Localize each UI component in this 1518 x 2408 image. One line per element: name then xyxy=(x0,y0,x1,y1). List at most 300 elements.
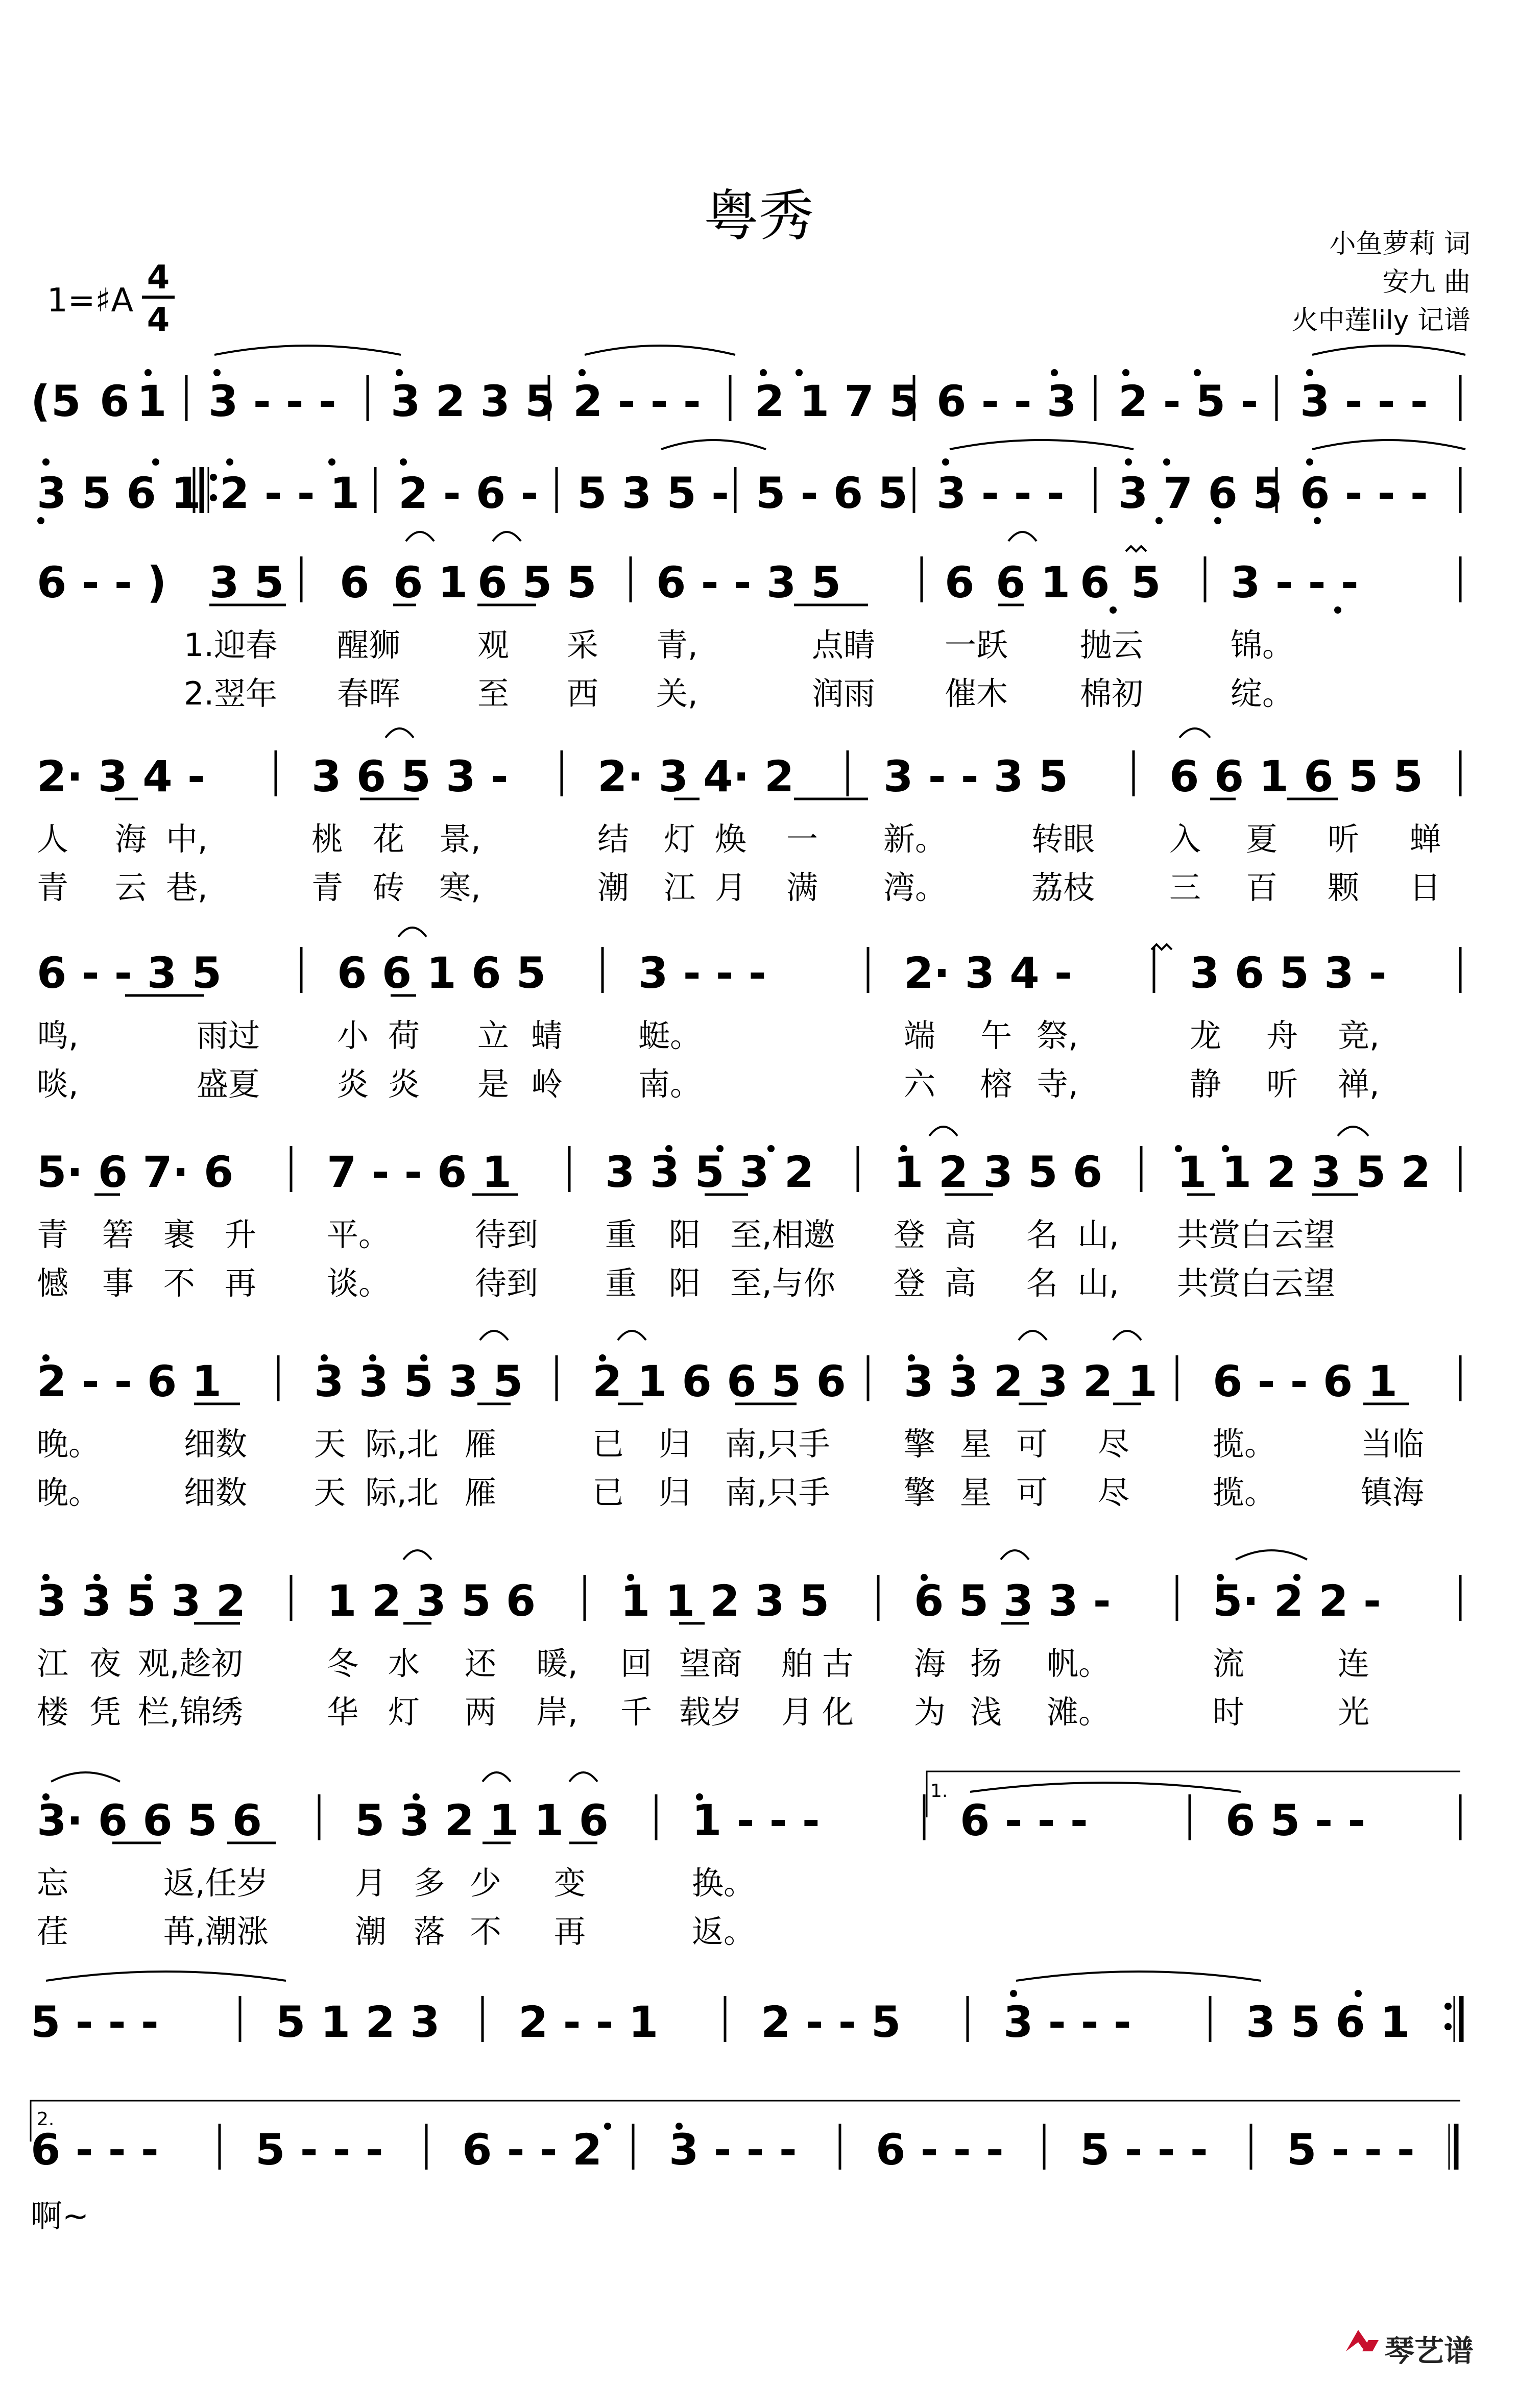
note-group: 3· 6 6 5 6 xyxy=(37,1795,262,1845)
note-group: 6 xyxy=(945,557,975,607)
slur xyxy=(1113,1331,1141,1340)
lyric: 静 xyxy=(1190,1065,1222,1103)
volta-2-label: 2. xyxy=(37,2109,55,2130)
octave-dot xyxy=(400,458,407,466)
lyric: 帆。 xyxy=(1047,1645,1111,1682)
lyric: 冬 xyxy=(327,1645,359,1682)
lyric: 月 xyxy=(781,1693,813,1731)
note-group: 6 xyxy=(340,557,370,607)
note-group: 6 - - - xyxy=(876,2125,1004,2175)
octave-dot xyxy=(1444,2023,1452,2030)
lyric: 际,北 xyxy=(365,1425,439,1463)
lyric: 棉初 xyxy=(1080,675,1144,712)
lyric: 登 xyxy=(894,1264,926,1302)
lyric: 裹 xyxy=(163,1216,196,1253)
note-group: 1 1 2 3 5 2 xyxy=(1177,1147,1431,1197)
lyric: 江 xyxy=(664,869,696,906)
lyric: 人 xyxy=(37,820,69,858)
lyric: 一 xyxy=(786,820,818,858)
lyric: 炎 xyxy=(388,1065,420,1103)
note-group: 5 xyxy=(1131,557,1161,607)
note-group: 6 5 xyxy=(477,557,552,607)
lyric: 已 xyxy=(592,1425,624,1463)
lyric: 荔枝 xyxy=(1031,869,1095,906)
site-logo xyxy=(1346,2330,1474,2368)
octave-dot xyxy=(1306,458,1313,466)
slur xyxy=(1008,532,1037,541)
lyric: 海 xyxy=(115,820,147,858)
lyric: 抛云 xyxy=(1080,626,1144,664)
octave-dot xyxy=(152,458,159,466)
lyric: 满 xyxy=(786,869,818,906)
slur xyxy=(661,440,766,449)
lyric: 一跃 xyxy=(945,626,1008,664)
lyric: 憾 xyxy=(37,1264,69,1302)
lyric: 湾。 xyxy=(883,869,947,906)
lyric: 名 xyxy=(1026,1216,1058,1253)
note-group: 2 - - 6 1 xyxy=(37,1356,222,1406)
composer-credit: 安九 曲 xyxy=(1382,267,1471,298)
lyric: 化 xyxy=(822,1693,854,1731)
note-group: 6 - - ) xyxy=(37,557,167,607)
lyric: 采 xyxy=(567,626,599,664)
time-signature-top: 4 xyxy=(147,259,170,297)
lyric: 关, xyxy=(656,675,698,712)
slur xyxy=(406,532,434,541)
system-5 xyxy=(37,948,1387,1103)
lyric: 竞, xyxy=(1338,1017,1380,1054)
slur xyxy=(1179,728,1210,738)
system-6 xyxy=(37,1147,1431,1302)
lyric: 待到 xyxy=(475,1264,539,1302)
note-group: 3 6 5 3 - xyxy=(311,751,509,801)
lyric: 鸣, xyxy=(37,1017,79,1054)
lyric: 祭, xyxy=(1037,1017,1078,1054)
slur xyxy=(585,346,735,355)
slur xyxy=(1312,346,1465,355)
system-11 xyxy=(31,2109,1415,2234)
song-title: 粤秀 xyxy=(703,184,814,248)
slur xyxy=(950,440,1134,449)
lyric: 谈。 xyxy=(327,1264,391,1302)
note-group: 6 xyxy=(1080,557,1110,607)
note-group: 5 3 2 1 1 6 xyxy=(355,1795,609,1845)
lyric: 暖, xyxy=(536,1645,578,1682)
lyric: 景, xyxy=(439,820,481,858)
lyric: 水 xyxy=(388,1645,420,1682)
slur xyxy=(385,728,414,738)
note-group: 6 6 1 6 5 xyxy=(337,948,546,998)
lyric: 寺, xyxy=(1037,1065,1078,1103)
note-group: 6 - - 3 5 xyxy=(37,948,222,998)
lyric: 转眼 xyxy=(1031,820,1095,858)
lyric: 三 xyxy=(1169,869,1201,906)
lyric: 1.迎春 xyxy=(184,626,278,664)
octave-dot xyxy=(1214,517,1221,524)
octave-dot xyxy=(328,458,335,466)
system-8 xyxy=(37,1576,1381,1731)
note-group: 3 3 5 3 5 xyxy=(314,1356,523,1406)
lyric: 山, xyxy=(1077,1216,1119,1253)
octave-dot xyxy=(1314,517,1321,524)
note-group: 1 1 2 3 5 xyxy=(620,1576,830,1626)
lyric: 箬 xyxy=(102,1216,134,1253)
system-4 xyxy=(37,751,1441,906)
lyric: 忘 xyxy=(37,1864,69,1902)
lyric: 点睛 xyxy=(812,626,876,664)
note-group: 3 3 2 3 2 1 xyxy=(904,1356,1158,1406)
lyric: 舟 xyxy=(1266,1017,1298,1054)
lyric: 青 xyxy=(311,869,344,906)
note-group: 6 xyxy=(100,376,130,426)
lyric: 名 xyxy=(1026,1264,1058,1302)
lyric: 2.翌年 xyxy=(184,675,278,712)
slur xyxy=(1236,1550,1307,1560)
lyric: 重 xyxy=(605,1264,637,1302)
octave-dot xyxy=(1355,1990,1362,1997)
lyric: 事 xyxy=(102,1264,134,1302)
lyric: 尽 xyxy=(1098,1474,1130,1511)
lyric: 镇海 xyxy=(1361,1474,1425,1511)
slur xyxy=(1019,1331,1047,1340)
logo-text: 琴艺谱 xyxy=(1385,2333,1474,2368)
note-group: 3 - - - xyxy=(1003,1997,1131,2047)
lyric: 至 xyxy=(477,675,510,712)
slur xyxy=(1338,1127,1368,1136)
note-group: 5· 6 7· 6 xyxy=(37,1147,234,1197)
lyricist-credit: 小鱼萝莉 词 xyxy=(1329,229,1471,259)
slur xyxy=(569,1772,597,1782)
octave-dot xyxy=(1125,458,1132,466)
lyric: 平。 xyxy=(327,1216,391,1253)
lyric: 观,趁初 xyxy=(138,1645,243,1682)
slur xyxy=(1001,1550,1029,1560)
lyric: 雁 xyxy=(465,1474,497,1511)
lyric: 中, xyxy=(166,820,208,858)
lyric: 海 xyxy=(914,1645,946,1682)
slur xyxy=(46,1972,286,1981)
lyric: 小 xyxy=(337,1017,369,1054)
lyric: 锦。 xyxy=(1231,626,1294,664)
lyric: 擎 xyxy=(904,1425,936,1463)
lyric: 灯 xyxy=(664,820,696,858)
lyric: 光 xyxy=(1338,1693,1370,1731)
octave-dot xyxy=(210,494,217,501)
system-7 xyxy=(37,1356,1424,1511)
lyric: 绽。 xyxy=(1231,675,1294,712)
note-group: 6 - - 3 xyxy=(936,376,1077,426)
time-signature-bottom: 4 xyxy=(147,301,170,339)
lyric: 苒,潮涨 xyxy=(163,1913,269,1950)
slur xyxy=(398,928,426,937)
lyric: 为 xyxy=(914,1693,946,1731)
lyric: 结 xyxy=(597,820,630,858)
lyric: 不 xyxy=(163,1264,196,1302)
octave-dot xyxy=(1334,606,1341,614)
lyric: 南。 xyxy=(638,1065,702,1103)
lyric: 回 xyxy=(620,1645,653,1682)
octave-dot xyxy=(1163,458,1170,466)
note-group: 3 5 6 1 xyxy=(37,468,201,518)
note-group: 3 3 5 3 2 xyxy=(605,1147,814,1197)
octave-dot xyxy=(1306,369,1313,376)
octave-dot xyxy=(37,517,44,524)
lyric: 高 xyxy=(945,1216,977,1253)
lyric: 返。 xyxy=(692,1913,756,1950)
lyric: 醒狮 xyxy=(337,626,401,664)
note-group: 7 - - 6 1 xyxy=(327,1147,512,1197)
note-group: 2· 3 4 - xyxy=(904,948,1072,998)
note-group: 6 5 - - xyxy=(1225,1795,1366,1845)
lyric: 古 xyxy=(822,1645,854,1682)
lyric: 荷 xyxy=(388,1017,420,1054)
lyric: 夜 xyxy=(89,1645,122,1682)
lyric: 青 xyxy=(37,869,69,906)
octave-dot xyxy=(1444,2003,1452,2010)
note-group: ( xyxy=(31,376,51,426)
note-group: 6 - - 2 xyxy=(462,2125,603,2175)
slur xyxy=(51,1772,120,1782)
lyric: 望商 xyxy=(679,1645,743,1682)
lyric: 阳 xyxy=(669,1216,701,1253)
note-group: 2 1 6 6 5 6 xyxy=(592,1356,846,1406)
note-group: 3 - - - xyxy=(638,948,766,998)
octave-dot xyxy=(396,369,403,376)
lyric: 可 xyxy=(1016,1474,1048,1511)
system-10 xyxy=(31,1997,1410,2047)
octave-dot xyxy=(579,369,586,376)
lyric: 雨过 xyxy=(197,1017,260,1054)
note-group: 2 - 5 - xyxy=(1118,376,1259,426)
note-group: 5 - - - xyxy=(1287,2125,1415,2175)
note-group: 6 - - - xyxy=(1300,468,1428,518)
lyric: 天 xyxy=(314,1474,346,1511)
slur xyxy=(618,1331,646,1340)
note-group: 5 - - - xyxy=(31,1997,159,2047)
lyric: 雁 xyxy=(465,1425,497,1463)
note-group: 2 1 7 5 xyxy=(755,376,919,426)
lyric: 浅 xyxy=(970,1693,1002,1731)
note-group: 1 2 3 5 6 xyxy=(894,1147,1103,1197)
lyric: 再 xyxy=(225,1264,257,1302)
lyric: 花 xyxy=(373,820,405,858)
lyric: 月 xyxy=(355,1864,387,1902)
note-group: 6 - - - xyxy=(31,2125,159,2175)
note-group: 5 - 6 5 xyxy=(756,468,908,518)
note-group: 3 2 3 5 xyxy=(391,376,555,426)
lyric: 云 xyxy=(115,869,147,906)
lyric: 龙 xyxy=(1190,1017,1222,1054)
octave-dot xyxy=(1155,517,1163,524)
lyric: 天 xyxy=(314,1425,346,1463)
lyric: 月 xyxy=(715,869,747,906)
key-signature: 1=♯A xyxy=(47,282,134,320)
lyric: 舶 xyxy=(781,1645,813,1682)
lyric: 细数 xyxy=(184,1474,248,1511)
lyric: 荏 xyxy=(37,1913,69,1950)
slur xyxy=(483,1772,511,1782)
lyric: 变 xyxy=(554,1864,586,1902)
lyric: 至,与你 xyxy=(730,1264,835,1302)
octave-dot xyxy=(144,369,152,376)
lyric: 擎 xyxy=(904,1474,936,1511)
note-group: 2· 3 4 - xyxy=(37,751,205,801)
note-group: 2 - - 1 xyxy=(220,468,360,518)
lyric: 江 xyxy=(37,1645,69,1682)
lyric: 南,只手 xyxy=(725,1474,830,1511)
slur xyxy=(214,346,401,355)
lyric: 端 xyxy=(904,1017,936,1054)
octave-dot xyxy=(1051,369,1058,376)
lyric: 揽。 xyxy=(1213,1425,1276,1463)
lyric: 岭 xyxy=(531,1065,563,1103)
note-group: 5 - - - xyxy=(1080,2125,1208,2175)
octave-dot xyxy=(942,458,949,466)
lyric: 时 xyxy=(1213,1693,1245,1731)
note-group: 3 5 6 1 xyxy=(1246,1997,1410,2047)
lyric: 蜓。 xyxy=(638,1017,702,1054)
note-group: 2 - 6 - xyxy=(398,468,539,518)
lyric: 蜻 xyxy=(531,1017,563,1054)
lyric: 揽。 xyxy=(1213,1474,1276,1511)
lyric: 可 xyxy=(1016,1425,1048,1463)
lyric: 观 xyxy=(477,626,510,664)
lyric: 啊~ xyxy=(31,2197,89,2234)
lyric: 归 xyxy=(659,1474,691,1511)
lyric: 栏,锦绣 xyxy=(138,1693,243,1731)
note-group: 3 - - - xyxy=(936,468,1065,518)
lyric: 已 xyxy=(592,1474,624,1511)
lyric: 待到 xyxy=(475,1216,539,1253)
lyric: 华 xyxy=(327,1693,359,1731)
lyric: 高 xyxy=(945,1264,977,1302)
transcriber-credit: 火中莲lily 记谱 xyxy=(1291,305,1471,336)
system-3 xyxy=(37,557,1359,712)
lyric: 升 xyxy=(225,1216,257,1253)
slur xyxy=(480,1331,508,1340)
lyric: 凭 xyxy=(89,1693,122,1731)
lyric: 晚。 xyxy=(37,1474,101,1511)
lyric: 两 xyxy=(465,1693,497,1731)
lyric: 星 xyxy=(960,1425,992,1463)
note-group: 5 xyxy=(567,557,597,607)
note-group: 1 2 3 5 6 xyxy=(327,1576,536,1626)
octave-dot xyxy=(1010,1990,1017,1997)
lyric: 颗 xyxy=(1328,869,1360,906)
lyric: 蝉 xyxy=(1409,820,1441,858)
lyric: 听 xyxy=(1266,1065,1298,1103)
lyric: 至,相邀 xyxy=(730,1216,835,1253)
note-group: 1 - - - xyxy=(692,1795,820,1845)
slur xyxy=(403,1550,431,1560)
lyric: 西 xyxy=(567,675,599,712)
lyric: 返,任岁 xyxy=(163,1864,269,1902)
octave-dot xyxy=(1110,606,1117,614)
lyric: 细数 xyxy=(184,1425,248,1463)
volta-1-label: 1. xyxy=(930,1781,948,1802)
lyric: 少 xyxy=(470,1864,502,1902)
octave-dot xyxy=(760,369,767,376)
octave-dot xyxy=(42,458,50,466)
note-group: 2 - - 1 xyxy=(518,1997,659,2047)
system-2 xyxy=(37,468,1428,518)
octave-dot xyxy=(210,474,217,481)
lyric: 夏 xyxy=(1246,820,1278,858)
lyric: 落 xyxy=(414,1913,446,1950)
lyric: 焕 xyxy=(715,820,747,858)
lyric: 润雨 xyxy=(812,675,876,712)
note-group: 3 5 xyxy=(209,557,284,607)
lyric: 寒, xyxy=(439,869,481,906)
note-group: 3 - - - xyxy=(208,376,336,426)
octave-dot xyxy=(213,369,221,376)
lyric: 扬 xyxy=(970,1645,1002,1682)
lyric: 午 xyxy=(980,1017,1013,1054)
lyric: 潮 xyxy=(597,869,630,906)
note-group: 6 1 xyxy=(393,557,468,607)
mordent-icon xyxy=(1126,546,1146,551)
lyric: 重 xyxy=(605,1216,637,1253)
lyric: 换。 xyxy=(692,1864,756,1902)
note-group: 3 3 5 3 2 xyxy=(37,1576,246,1626)
note-group: 6 - - - xyxy=(960,1795,1088,1845)
lyric: 载岁 xyxy=(679,1693,743,1731)
lyric: 还 xyxy=(465,1645,497,1682)
lyric: 啖, xyxy=(37,1065,79,1103)
note-group: 6 5 3 3 - xyxy=(914,1576,1111,1626)
lyric: 晚。 xyxy=(37,1425,101,1463)
lyric: 岸, xyxy=(536,1693,578,1731)
lyric: 听 xyxy=(1328,820,1360,858)
slur xyxy=(493,532,521,541)
lyric: 新。 xyxy=(883,820,947,858)
lyric: 炎 xyxy=(337,1065,369,1103)
slur xyxy=(1016,1972,1261,1981)
lyric: 流 xyxy=(1213,1645,1245,1682)
lyric: 际,北 xyxy=(365,1474,439,1511)
lyric: 当临 xyxy=(1361,1425,1425,1463)
lyric: 滩。 xyxy=(1047,1693,1111,1731)
system-9 xyxy=(37,1781,1365,1950)
note-group: 5 - - - xyxy=(255,2125,383,2175)
note-group: 5· 2 2 - xyxy=(1213,1576,1381,1626)
lyric: 不 xyxy=(470,1913,502,1950)
note-group: 6 - - 3 5 xyxy=(656,557,841,607)
note-group: 3 - - - xyxy=(669,2125,797,2175)
lyric: 立 xyxy=(477,1017,510,1054)
lyric: 砖 xyxy=(373,869,405,906)
lyric: 盛夏 xyxy=(197,1065,260,1103)
note-group: 3 - - - xyxy=(1231,557,1359,607)
note-group: 6 1 xyxy=(996,557,1071,607)
lyric: 山, xyxy=(1077,1264,1119,1302)
lyric: 桃 xyxy=(311,820,344,858)
note-group: 3 - - - xyxy=(1300,376,1428,426)
note-group: 2 - - 5 xyxy=(761,1997,901,2047)
lyric: 灯 xyxy=(388,1693,420,1731)
lyric: 归 xyxy=(659,1425,691,1463)
lyric: 南,只手 xyxy=(725,1425,830,1463)
lyric: 多 xyxy=(414,1864,446,1902)
lyric: 春晖 xyxy=(337,675,401,712)
note-group: 2 - - - xyxy=(573,376,701,426)
lyric: 是 xyxy=(477,1065,510,1103)
lyric: 楼 xyxy=(37,1693,69,1731)
lyric: 巷, xyxy=(166,869,208,906)
lyric: 六 xyxy=(904,1065,936,1103)
note-group: 6 6 1 6 5 5 xyxy=(1169,751,1423,801)
slur xyxy=(929,1127,957,1136)
